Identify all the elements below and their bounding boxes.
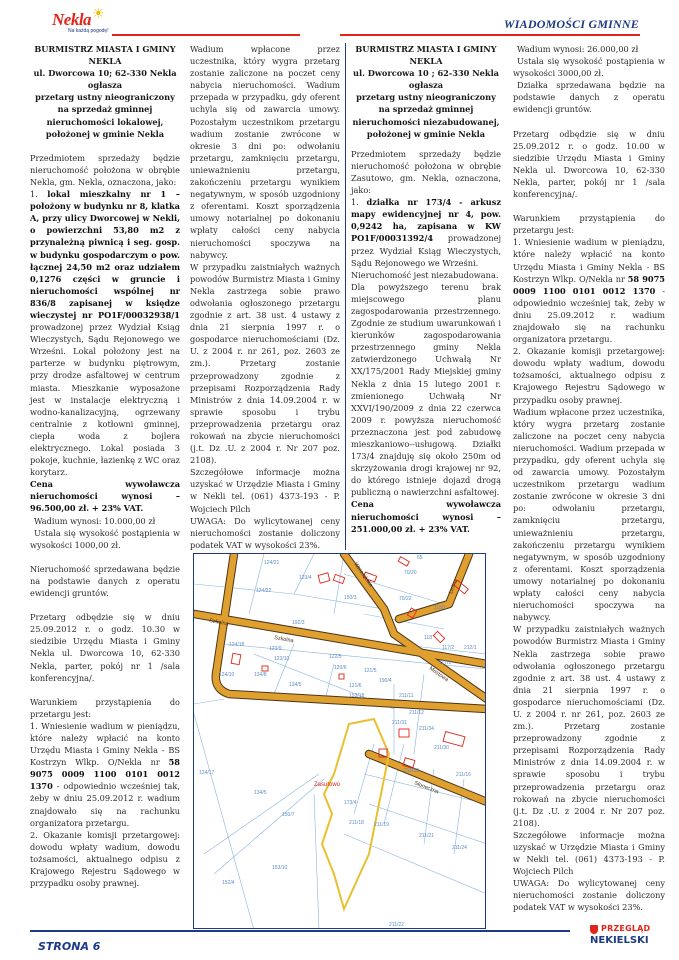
property-description: 1. działka nr 173/4 - arkusz mapy ewidencyjnej nr 4, pow. 0,9242 ha, zapisana w KW PO1F/00031392/4 prowadzonej przez Wydział Ksiąg Wieczystych, Sądu Rejonowego we Wrześni. bbox=[351, 197, 501, 268]
svg-text:124/18: 124/18 bbox=[229, 642, 245, 648]
bid-increment: Ustala się wysokość postąpienia w wysokości 1000,00 zł. bbox=[30, 527, 180, 550]
header-divider bbox=[112, 34, 300, 36]
svg-text:211/31: 211/31 bbox=[392, 720, 407, 726]
deposit-amount: Wadium wynosi: 26.000,00 zł bbox=[517, 44, 639, 54]
vat-note: UWAGA: Do wylicytowanej ceny nieruchomości zostanie doliczony podatek VAT w wysokości 23%. bbox=[513, 878, 665, 913]
condition-2: 2. Okazanie komisji przetargowej: dowodu wpłaty wadium, dowodu tożsamości, aktualnego odpisu z Krajowego Rejestru Sądowego w przypadku osoby prawnej. bbox=[513, 346, 665, 405]
property-details-rest: prowadzonej przez Wydział Ksiąg Wieczystych, Sądu Rejonowego we Wrześni. Lokal położony jest na parterze w budynku piętrowym, przy drodze asfaltowej w centrum miasta. Mieszkanie wyposażone jest w instalacje elektryczną i wodno-kanalizacyjną, ogrzewany centralnie z kotłowni gminnej, ciepła woda z bojlera elektrycznego. Lokal posiada 3 pokoje, kuchnie, łazienkę z WC oraz korytarz. bbox=[30, 322, 180, 478]
svg-text:211/34: 211/34 bbox=[419, 726, 434, 732]
svg-text:134/5: 134/5 bbox=[254, 790, 267, 796]
condition-1: 1. Wniesienie wadium w pieniądzu, które należy wpłacić na konto Urzędu Miasta i Gminy Nekla - BS Kostrzyn Wlkp. O/Nekla nr 58 9075 0009 1100 0101 0012 1370 - odpowiednio wcześniej tak, żeby w dniu 25.09.2012 r. wadium znajdowało się na rachunku organizatora przetargu. bbox=[513, 237, 665, 345]
property-details: lokal mieszkalny nr 1 – położony w budynku nr 8, klatka A, przy ulicy Dworcowej w Nekli, o powierzchni 53,80 m2 z przynależną piwnicą i seg. gosp. w budynku gospodarczym o pow. łącznej 24,50 m2 oraz udziałem 0,1276 części w gruncie i nieruchomości wspólnej nr 836/8 zapisanej w księdze wieczystej nr PO1F/00032938/1 bbox=[30, 189, 180, 320]
notice2-heading bbox=[351, 43, 501, 140]
condition-2: 2. Okazanie komisji przetargowej: dowodu wpłaty wadium, dowodu tożsamości, aktualnego odpisu z Krajowego Rejestru Sądowego w przypadku osoby prawnej. bbox=[30, 829, 180, 889]
property-description: 1. lokal mieszkalny nr 1 – położony w budynku nr 8, klatka A, przy ulicy Dworcowej w Nekli, o powierzchni 53,80 m2 z przynależną piwnicą i seg. gosp. w budynku gospodarczym o pow. łącznej 24,50 m2 oraz udziałem 0,1276 części w gruncie i nieruchomości wspólnej nr 836/8 zapisanej w księdze wieczystej nr PO1F/00032938/1 prowadzonej przez Wydział Ksiąg Wieczystych, Sądu Rejonowego we Wrześni. Lokal położony jest na parterze w budynku piętrowym, przy drodze asfaltowej w centrum miasta. Mieszkanie wyposażone jest w instalacje elektryczną i wodno-kanalizacyjną, ogrzewany centralnie z kotłowni gminnej, ciepła woda z bojlera elektrycznego. Lokal posiada 3 pokoje, kuchnie, łazienkę z WC oraz korytarz. bbox=[30, 189, 180, 478]
svg-text:121/5: 121/5 bbox=[364, 668, 377, 674]
notice1-column-1 bbox=[30, 43, 180, 889]
brand-line-2: NEKIELSKI bbox=[590, 935, 649, 946]
announces: ogłasza bbox=[87, 80, 123, 91]
logo-tagline: Na każdą pogodę! bbox=[68, 28, 109, 34]
notice2-column-1 bbox=[351, 43, 501, 535]
svg-text:124/17: 124/17 bbox=[199, 770, 215, 776]
svg-text:123/9: 123/9 bbox=[269, 646, 282, 652]
przeglad-nekielski-logo bbox=[590, 923, 660, 953]
svg-text:190/4: 190/4 bbox=[379, 678, 392, 684]
svg-text:173/4: 173/4 bbox=[344, 800, 357, 806]
property-details-rest: prowadzonej przez Wydział Ksiąg Wieczystych, Sądu Rejonowego we Wrześni. bbox=[351, 233, 501, 268]
svg-text:Słoneczna: Słoneczna bbox=[413, 780, 440, 796]
svg-text:211/19: 211/19 bbox=[374, 822, 389, 828]
svg-text:117/1: 117/1 bbox=[439, 660, 452, 666]
svg-text:Szkolna: Szkolna bbox=[273, 635, 294, 645]
issuer: BURMISTRZ MIASTA I GMINY NEKLA bbox=[34, 44, 176, 67]
column-divider bbox=[345, 43, 346, 550]
deposit-rules: Wadium wpłacone przez uczestnika, który wygra przetarg zostanie zaliczone na poczet ceny nabycia nieruchomości. Wadium przepada w przypadku, gdy oferent uchyla się od zawarcia umowy. Pozostałym uczestnikom przetargu wadium zostanie zwrócone w okresie 3 dni po: odwołaniu przetargu, zamknięciu przetargu, unieważnieniu przetargu, zakończeniu przetargu wynikiem negatywnym, w sposób uzgodniony z oferentami. Koszt sporządzenia umowy notarialnej po dokonaniu wpłaty całości ceny nabycia nieruchomości spoczywa na nabywcy. bbox=[190, 44, 340, 260]
undeveloped-note: Nieruchomość jest niezabudowana. bbox=[351, 269, 499, 280]
sun-icon: ☀ bbox=[92, 6, 105, 22]
contact-info: Szczegółowe informacje można uzyskać w Urzędzie Miasta i Gminy w Nekli tel. (061) 4373-193 - P. Wojciech Pilch bbox=[190, 467, 340, 514]
bid-increment: Ustala się wysokość postąpienia w wysokości 3000,00 zł. bbox=[513, 56, 665, 79]
vat-note: UWAGA: Do wylicytowanej ceny nieruchomości zostanie doliczony podatek VAT w wysokości 23%. bbox=[190, 515, 340, 550]
svg-text:150/3: 150/3 bbox=[344, 595, 357, 601]
notice1-column-2 bbox=[190, 43, 340, 551]
svg-text:117/2: 117/2 bbox=[442, 645, 455, 651]
svg-text:124/22: 124/22 bbox=[256, 588, 272, 594]
svg-text:150/7: 150/7 bbox=[282, 812, 295, 818]
brand-line-1: PRZEGLĄD bbox=[601, 924, 651, 933]
svg-text:Mostowa: Mostowa bbox=[427, 665, 450, 684]
notice1-heading bbox=[30, 43, 180, 140]
issuer-address: ul. Dworcowa 10; 62-330 Nekla bbox=[33, 68, 177, 79]
logo-wordmark: Nekla bbox=[52, 10, 92, 29]
starting-price: Cena wywoławcza nieruchomości wynosi – 96.500,00 zł. + 23% VAT. bbox=[30, 479, 180, 514]
condition-1: 1. Wniesienie wadium w pieniądzu, które należy wpłacić na konto Urzędu Miasta i Gminy Nekla - BS Kostrzyn Wlkp. O/Nekla nr 58 9075 0009 1100 0101 0012 1370 - odpowiednio wcześniej tak, żeby w dniu 25.09.2012 r. wadium znajdowało się na rachunku organizatora przetargu. bbox=[30, 720, 180, 828]
zoning-info: Dla powyższego terenu brak miejscowego planu zagospodarowania przestrzennego. Zgodnie ze studium uwarunkowań i kierunków zagospodarowania przestrzennego gminy Nekla zatwierdzonego Uchwałą Nr XX/175/2001 Rady Miejskiej gminy Nekla z dnia 15 lutego 2001 r. zmienionego Uchwałą Nr XXVI/190/2009 z dnia 22 czerwca 2009 r. powyższa nieruchomość przeznaczona jest pod zabudowę mieszkaniowo--usługową. Działki 173/4 znajduję się około 250m od skrzyżowania drogi krajowej nr 92, do którego istnieje dojazd drogą publiczną o nawierzchni asfaltowej. bbox=[351, 281, 501, 498]
notice2-column-2 bbox=[513, 43, 665, 914]
svg-text:65: 65 bbox=[417, 555, 423, 561]
nekla-logo bbox=[40, 8, 110, 38]
subject-intro: Przedmiotem sprzedaży będzie nieruchomość położona w obrębie Nekla, gm. Nekla, oznaczona, jako: bbox=[30, 152, 180, 187]
deposit-amount: Wadium wynosi: 10.000,00 zł bbox=[34, 515, 156, 526]
svg-text:211/21: 211/21 bbox=[419, 833, 434, 839]
cancellation-clause: W przypadku zaistniałych ważnych powodów Burmistrz Miasta i Gminy Nekla zastrzega sobie prawo odwołania ogłoszonego przetargu zgodnie z art. 38 ust. 4 ustawy z dnia 21 sierpnia 1997 r. o gospodarce nieruchomościami (Dz. U. z 2004 r. nr 261, poz. 2603 ze zm.). Przetarg zostanie przeprowadzony zgodnie z przepisami Rozporządzenia Rady Ministrów z dnia 14.09.2004 r. w sprawie sposobu i trybu przeprowadzenia przetargu oraz rokowań na zbycie nieruchomości (j.t. Dz .U. z 2004 r. Nr 207 poz. 2108). bbox=[190, 261, 340, 466]
svg-text:118: 118 bbox=[424, 635, 432, 641]
starting-price: Cena wywoławcza nieruchomości wynosi – 251.000,00 zł. + 23% VAT. bbox=[351, 499, 501, 534]
svg-text:120/6: 120/6 bbox=[334, 665, 347, 671]
notice1-col1-tail bbox=[30, 888, 180, 918]
sale-basis: Działka sprzedawana będzie na podstawie danych z operatu ewidencji gruntów. bbox=[513, 80, 665, 115]
svg-text:152/4: 152/4 bbox=[222, 880, 235, 886]
sale-basis: Nieruchomość sprzedawana będzie na podstawie danych z operatu ewidencji gruntów. bbox=[30, 563, 180, 599]
announces: ogłasza bbox=[408, 80, 444, 91]
svg-text:70/22: 70/22 bbox=[399, 596, 412, 602]
bank-account: 58 9075 0009 1100 0101 0012 1370 bbox=[513, 273, 665, 296]
section-title: WIADOMOŚCI GMINNE bbox=[503, 17, 639, 31]
tender-title: przetarg ustny nieograniczony na sprzedaż gminnej nieruchomości lokalowej, położonej w gminie Nekla bbox=[35, 92, 175, 139]
conditions-intro: Warunkiem przystąpienia do przetargu jest: bbox=[513, 213, 665, 236]
svg-text:121/6: 121/6 bbox=[349, 683, 362, 689]
svg-text:Szkolna: Szkolna bbox=[208, 618, 229, 628]
cancellation-clause: W przypadku zaistniałych ważnych powodów Burmistrz Miasta i Gminy Nekla zastrzega sobie prawo odwołania ogłoszonego przetargu zgodnie z art. 38 ust. 4 ustawy z dnia 21 sierpnia 1997 r. o gospodarce nieruchomościami (Dz. U. z 2004 r. nr 261, poz. 2603 ze zm.). Przetarg zostanie przeprowadzony zgodnie z przepisami Rozporządzenia Rady Ministrów z dnia 14.09.2004 r. w sprawie sposobu i trybu przeprowadzenia przetargu oraz rokowań na zbycie nieruchomości (j.t. Dz .U. z 2004 r. Nr 207 poz. 2108). bbox=[513, 624, 665, 828]
svg-text:153/10: 153/10 bbox=[272, 865, 288, 871]
svg-text:124/21: 124/21 bbox=[264, 560, 280, 566]
svg-text:134/5: 134/5 bbox=[289, 682, 302, 688]
svg-text:134/8: 134/8 bbox=[254, 672, 267, 678]
date-place: Przetarg odbędzie się w dniu 25.09.2012 r. o godz. 10.00 w siedzibie Urzędu Miasta i Gminy Nekla ul. Dworcowa 10, 62-330 Nekla, parter, pokój nr 1 /sala konferencyjna/. bbox=[513, 128, 665, 200]
deposit-rules: Wadium wpłacone przez uczestnika, który wygra przetarg zostanie zaliczone na poczet ceny nabycia nieruchomości. Wadium przepada w przypadku, gdy oferent uchyla się od zawarcia umowy. Pozostałym uczestnikom przetargu wadium zostanie zwrócone w okresie 3 dni po: odwołaniu przetargu, zamknięciu przetargu, unieważnieniu przetargu, zakończeniu przetargu wynikiem negatywnym, w sposób uzgodniony z oferentami. Koszt sporządzenia umowy notarialnej po dokonaniu wpłaty całości ceny nabycia nieruchomości spoczywa na nabywcy. bbox=[513, 406, 665, 623]
svg-text:211/30: 211/30 bbox=[434, 745, 449, 751]
svg-text:153/18: 153/18 bbox=[349, 693, 365, 699]
svg-text:123/10: 123/10 bbox=[274, 656, 290, 662]
svg-text:192/3: 192/3 bbox=[292, 620, 305, 626]
bank-account: 58 9075 0009 1100 0101 0012 1370 bbox=[30, 757, 180, 792]
svg-text:123/4: 123/4 bbox=[299, 575, 312, 581]
issuer: BURMISTRZ MIASTA I GMINY NEKLA bbox=[355, 44, 497, 67]
cadastral-map bbox=[193, 553, 486, 929]
crest-icon bbox=[590, 925, 598, 934]
page-number: STRONA 6 bbox=[38, 940, 101, 953]
svg-text:211/24: 211/24 bbox=[452, 845, 467, 851]
svg-text:211/16: 211/16 bbox=[456, 772, 471, 778]
svg-text:115/1: 115/1 bbox=[434, 605, 447, 611]
svg-text:Wrzesińska: Wrzesińska bbox=[352, 561, 374, 589]
conditions-intro: Warunkiem przystąpienia do przetargu jest: bbox=[30, 696, 180, 719]
footer-divider bbox=[30, 930, 570, 932]
header-divider-right bbox=[340, 34, 640, 36]
svg-text:211/33: 211/33 bbox=[404, 768, 419, 774]
property-details: działka nr 173/4 - arkusz mapy ewidencyjnej nr 4, pow. 0,9242 ha, zapisana w KW PO1F/00031392/4 bbox=[351, 197, 501, 244]
svg-text:70/20: 70/20 bbox=[404, 570, 417, 576]
svg-text:211/12: 211/12 bbox=[409, 710, 424, 716]
svg-text:122/5: 122/5 bbox=[329, 654, 342, 660]
village-label: Zasutowo bbox=[314, 782, 341, 788]
svg-text:211/18: 211/18 bbox=[349, 820, 364, 826]
svg-text:212/1: 212/1 bbox=[464, 645, 477, 651]
tender-title: przetarg ustny nieograniczony na sprzedaż gminnej nieruchomości niezabudowanej, położonej w gminie Nekla bbox=[352, 92, 500, 139]
svg-text:Leśna: Leśna bbox=[448, 578, 460, 595]
svg-text:211/22: 211/22 bbox=[389, 922, 404, 928]
issuer-address: ul. Dworcowa 10 ; 62-330 Nekla bbox=[353, 68, 499, 79]
svg-text:124/10: 124/10 bbox=[219, 672, 235, 678]
map-graphic bbox=[194, 554, 486, 929]
subject-intro: Przedmiotem sprzedaży będzie nieruchomość położona w obrębie Zasutowo, gm. Nekla, oznaczona, jako: bbox=[351, 148, 501, 196]
contact-info: Szczegółowe informacje można uzyskać w Urzędzie Miasta i Gminy w Nekli tel. (061) 4373-193 - P. Wojciech Pilch bbox=[513, 829, 665, 877]
date-place: Przetarg odbędzie się w dniu 25.09.2012 r. o godz. 10.30 w siedzibie Urzędu Miasta i Gminy Nekla ul. Dworcowa 10, 62-330 Nekla, parter, pokój nr 1 /sala konferencyjna/. bbox=[30, 612, 180, 683]
svg-text:211/11: 211/11 bbox=[399, 693, 414, 699]
